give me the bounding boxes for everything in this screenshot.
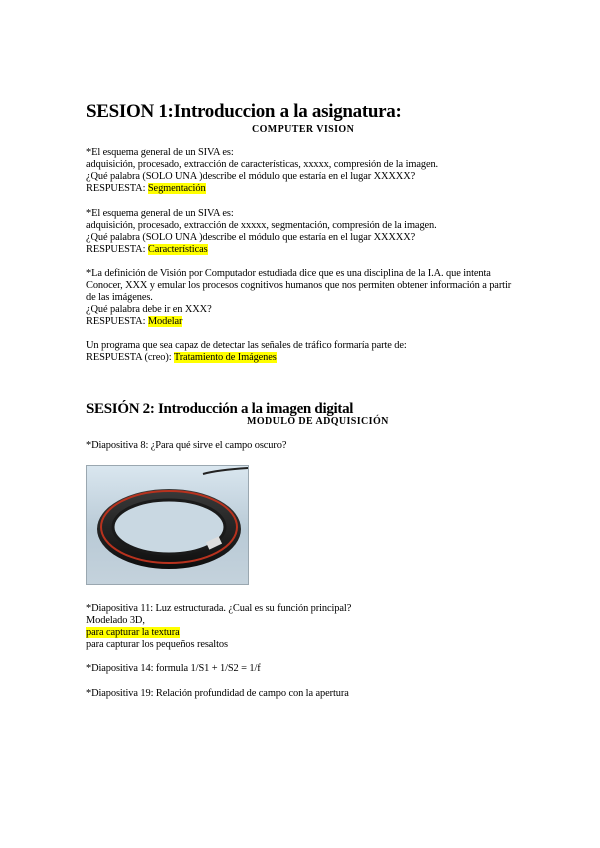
q4-answer-highlight: Tratamiento de Imágenes — [173, 352, 277, 363]
session-2-subtitle: MODULO DE ADQUISICIÓN — [247, 416, 389, 427]
q1-line-3: ¿Qué palabra (SOLO UNA )describe el módulo que estaría en el lugar XXXXX? — [86, 171, 416, 182]
q1-answer-line — [86, 183, 206, 195]
session-2-title: SESIÓN 2: Introducción a la imagen digital — [86, 401, 354, 417]
q2-line-1: *El esquema general de un SIVA es: — [86, 208, 234, 219]
diapositiva-11-line-3 — [86, 627, 180, 639]
q3-line-4: ¿Qué palabra debe ir en XXX? — [86, 304, 212, 315]
answer-label: RESPUESTA: — [86, 316, 148, 327]
ring-light-photo — [86, 465, 249, 585]
answer-label: RESPUESTA: — [86, 183, 148, 194]
q3-line-1: *La definición de Visión por Computador estudiada dice que es una disciplina de la I.A. que intenta — [86, 268, 491, 279]
q3-answer-line — [86, 316, 182, 328]
answer-label: RESPUESTA (creo): — [86, 352, 174, 363]
diapositiva-11-line-2: Modelado 3D, — [86, 615, 145, 626]
diapositiva-11-line-4: para capturar los pequeños resaltos — [86, 639, 228, 650]
q2-line-3: ¿Qué palabra (SOLO UNA )describe el módulo que estaría en el lugar XXXXX? — [86, 232, 416, 243]
diapositiva-11-line-1: *Diapositiva 11: Luz estructurada. ¿Cual es su función principal? — [86, 603, 352, 614]
diapositiva-14: *Diapositiva 14: formula 1/S1 + 1/S2 = 1/f — [86, 663, 261, 674]
session-1-title: SESION 1:Introduccion a la asignatura: — [86, 101, 402, 122]
q2-line-2: adquisición, procesado, extracción de xxxxx, segmentación, compresión de la imagen. — [86, 220, 437, 231]
q2-answer-highlight: Características — [147, 244, 208, 255]
q4-answer-line — [86, 352, 277, 364]
q3-line-2: Conocer, XXX y emular los procesos cognitivos humanos que nos permiten obtener información a partir — [86, 280, 512, 291]
diapositiva-19: *Diapositiva 19: Relación profundidad de campo con la apertura — [86, 688, 349, 699]
answer-label: RESPUESTA: — [86, 244, 148, 255]
session-1-subtitle: COMPUTER VISION — [252, 124, 355, 135]
q2-answer-line — [86, 244, 208, 256]
q1-line-1: *El esquema general de un SIVA es: — [86, 147, 234, 158]
ring-light-icon — [87, 466, 248, 584]
texture-highlight: para capturar la textura — [86, 627, 180, 638]
q1-line-2: adquisición, procesado, extracción de características, xxxxx, compresión de la imagen. — [86, 159, 439, 170]
diapositiva-8: *Diapositiva 8: ¿Para qué sirve el campo oscuro? — [86, 440, 287, 451]
q1-answer-highlight: Segmentación — [147, 183, 206, 194]
q3-answer-highlight: Modelar — [147, 316, 183, 327]
q3-line-3: de las imágenes. — [86, 292, 153, 303]
q4-line-1: Un programa que sea capaz de detectar las señales de tráfico formaría parte de: — [86, 340, 407, 351]
